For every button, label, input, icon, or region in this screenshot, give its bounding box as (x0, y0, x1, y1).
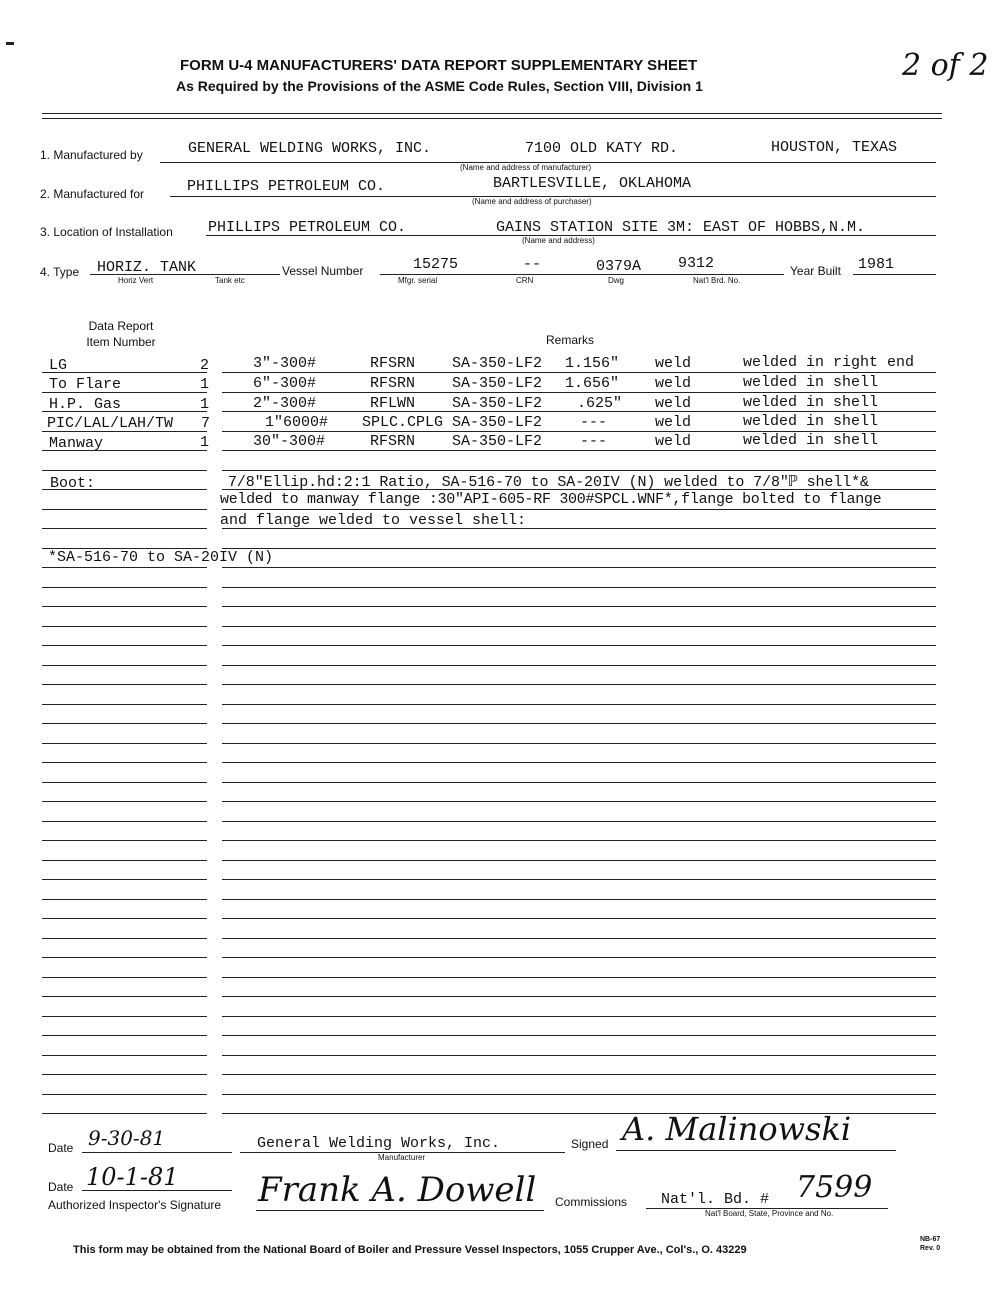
row-location: welded in shell (743, 374, 879, 391)
ruled-line-left (42, 1074, 207, 1075)
mfgr-serial-caption: Mfgr. serial (398, 276, 438, 285)
ruled-line-left (42, 782, 207, 783)
ruled-line-left (42, 684, 207, 685)
ruled-line-left (42, 1113, 207, 1114)
boot-line-3: and flange welded to vessel shell: (220, 512, 527, 529)
ruled-line-right (222, 821, 936, 822)
ruled-line-right (222, 840, 936, 841)
ruled-line-right (222, 977, 936, 978)
row-thickness: --- (580, 433, 608, 450)
row-size: 2"-300# (253, 395, 317, 412)
row-size: 1"6000# (265, 414, 329, 431)
ruled-line-left (42, 762, 207, 763)
commissions-label: Commissions (555, 1195, 628, 1209)
commissions-value: Nat'l. Bd. # (661, 1191, 770, 1208)
ruled-line-right (222, 957, 936, 958)
ruled-line-right (222, 606, 936, 607)
manufactured-for-address: BARTLESVILLE, OKLAHOMA (493, 175, 692, 192)
ruled-line-right (222, 860, 936, 861)
form-rev: Rev. 0 (920, 1245, 941, 1252)
vessel-number-underline (380, 274, 784, 275)
ruled-line-right (222, 743, 936, 744)
item-number-header: Data Report Item Number (86, 319, 156, 349)
location-label: 3. Location of Installation (40, 225, 173, 239)
ruled-line-right (222, 782, 936, 783)
manufactured-by-label: 1. Manufactured by (40, 148, 143, 162)
ruled-line-left (42, 1094, 207, 1095)
ruled-line-right (222, 1094, 936, 1095)
inspector-signature: Frank A. Dowell (258, 1170, 537, 1210)
row-size: 6"-300# (253, 375, 317, 392)
row-item: To Flare (49, 376, 122, 393)
ruled-line-right (222, 899, 936, 900)
dwg-value: 0379A (596, 258, 642, 275)
ruled-line-left (42, 801, 207, 802)
page-mark: 2 of 2 (902, 48, 989, 83)
row-material: SA-350-LF2 (452, 395, 543, 412)
natl-brd-no-caption: Nat'l Brd. No. (693, 276, 741, 285)
row-qty: 7 (201, 415, 211, 432)
row-type: RFLWN (370, 395, 416, 412)
ruled-line-left (42, 957, 207, 958)
header-rule-top (42, 113, 942, 114)
commissions-number: 7599 (796, 1170, 873, 1205)
ruled-line-left (42, 587, 207, 588)
mfgr-serial: 15275 (413, 256, 459, 273)
ruled-line-right (222, 879, 936, 880)
row-weld: weld (655, 414, 692, 431)
row-thickness: 1.656" (565, 375, 620, 392)
year-built-label: Year Built (790, 264, 841, 278)
ruled-line-right (222, 450, 936, 451)
type-label: 4. Type (40, 265, 80, 279)
row-material: SA-350-LF2 (452, 355, 543, 372)
location-name: PHILLIPS PETROLEUM CO. (208, 219, 407, 236)
vessel-number-label: Vessel Number (282, 264, 364, 278)
row-thickness: --- (580, 414, 608, 431)
ruled-line-left (42, 470, 207, 471)
natl-brd-no: 9312 (678, 255, 715, 272)
ruled-line-right (222, 918, 936, 919)
manufacturer-caption: Manufacturer (378, 1153, 426, 1162)
row-material: SA-350-LF2 (452, 433, 543, 450)
ruled-line-left (42, 665, 207, 666)
row-weld: weld (655, 433, 692, 450)
row-item: PIC/LAL/LAH/TW (47, 415, 174, 432)
row-item: H.P. Gas (49, 396, 122, 413)
inspector-underline (256, 1210, 544, 1211)
ruled-line-left (42, 528, 207, 529)
ruled-line-right (222, 645, 936, 646)
row-type: RFSRN (370, 433, 416, 450)
ruled-line-right (222, 372, 936, 373)
ruled-line-left (42, 899, 207, 900)
ruled-line-right (222, 587, 936, 588)
commissions-caption: Nat'l Board, State, Province and No. (705, 1209, 834, 1218)
row-size: 30"-300# (253, 433, 326, 450)
ruled-line-right (222, 548, 936, 549)
ruled-line-left (42, 567, 207, 568)
ruled-line-right (222, 684, 936, 685)
row-location: welded in shell (743, 413, 879, 430)
row-location: welded in shell (743, 432, 879, 449)
manufacturer-name: General Welding Works, Inc. (257, 1135, 501, 1152)
ruled-line-right (222, 1016, 936, 1017)
row-qty: 1 (200, 396, 210, 413)
form-code: NB-67 (920, 1236, 941, 1243)
ruled-line-left (42, 860, 207, 861)
ruled-line-left (42, 1016, 207, 1017)
ruled-line-left (42, 1055, 207, 1056)
manufactured-for-caption: (Name and address of purchaser) (472, 197, 592, 206)
signed-underline (616, 1150, 896, 1151)
row-weld: weld (655, 395, 692, 412)
row-qty: 2 (200, 357, 210, 374)
ruled-line-left (42, 840, 207, 841)
manufactured-by-caption: (Name and address of manufacturer) (460, 163, 592, 172)
row-location: welded in right end (743, 354, 915, 371)
ruled-line-left (42, 879, 207, 880)
row-size: 3"-300# (253, 355, 317, 372)
row-weld: weld (655, 375, 692, 392)
ruled-line-left (42, 704, 207, 705)
ruled-line-left (42, 938, 207, 939)
signed-by-signature: A. Malinowski (622, 1110, 852, 1148)
boot-line-1: 7/8"Ellip.hd:2:1 Ratio, SA-516-70 to SA-20IV (N) welded to 7/8"ℙ shell*& (228, 474, 869, 491)
row-qty: 1 (200, 434, 210, 451)
location-caption: (Name and address) (522, 236, 595, 245)
boot-line-2: welded to manway flange :30"API-605-RF 300#SPCL.WNF*,flange bolted to flange (220, 491, 882, 508)
date-label: Date (48, 1141, 74, 1155)
ruled-line-right (222, 1055, 936, 1056)
row-type: RFSRN (370, 375, 416, 392)
ruled-line-right (222, 665, 936, 666)
boot-footnote: *SA-516-70 to SA-20IV (N) (48, 549, 274, 566)
ruled-line-right (222, 1035, 936, 1036)
ruled-line-left (42, 977, 207, 978)
footer-text: This form may be obtained from the National Board of Boiler and Pressure Vessel Inspectors, 1055 Crupper Ave., Col's., O. 43229 (73, 1244, 747, 1256)
ruled-line-left (42, 626, 207, 627)
manufactured-for-label: 2. Manufactured for (40, 187, 145, 201)
boot-label: Boot: (50, 475, 96, 492)
row-type: SPLC.CPLG (362, 414, 444, 431)
ruled-line-left (42, 606, 207, 607)
remarks-header: Remarks (546, 333, 595, 347)
location-address: GAINS STATION SITE 3M: EAST OF HOBBS,N.M. (496, 219, 866, 236)
ruled-line-right (222, 996, 936, 997)
ruled-line-right (222, 470, 936, 471)
ruled-line-left (42, 743, 207, 744)
row-material: SA-350-LF2 (452, 375, 543, 392)
ruled-line-right (222, 567, 936, 568)
signed-label: Signed (571, 1137, 609, 1151)
ruled-line-right (222, 392, 936, 393)
manufactured-for-name: PHILLIPS PETROLEUM CO. (187, 178, 386, 195)
row-thickness: .625" (577, 395, 623, 412)
row-material: SA-350-LF2 (452, 414, 543, 431)
dwg-caption: Dwg (608, 276, 625, 285)
date-underline (82, 1152, 232, 1153)
crn-value: -- (523, 256, 542, 273)
type-caption-horiz: Horiz Vert (118, 276, 154, 285)
ruled-line-left (42, 509, 207, 510)
row-thickness: 1.156" (565, 355, 620, 372)
scan-mark (6, 42, 14, 45)
date-1-value: 9-30-81 (88, 1126, 166, 1150)
row-item: Manway (49, 435, 104, 452)
form-title: FORM U-4 MANUFACTURERS' DATA REPORT SUPPLEMENTARY SHEET (180, 57, 698, 74)
row-weld: weld (655, 355, 692, 372)
ruled-line-right (222, 723, 936, 724)
manufactured-by-name: GENERAL WELDING WORKS, INC. (188, 140, 432, 157)
type-value: HORIZ. TANK (97, 259, 197, 276)
ruled-line-right (222, 938, 936, 939)
form-subtitle: As Required by the Provisions of the ASME Code Rules, Section VIII, Division 1 (176, 78, 703, 94)
row-location: welded in shell (743, 394, 879, 411)
ruled-line-left (42, 821, 207, 822)
ruled-line-right (222, 704, 936, 705)
year-built-value: 1981 (858, 256, 895, 273)
ruled-line-right (222, 801, 936, 802)
manufactured-by-city: HOUSTON, TEXAS (771, 139, 898, 156)
ruled-line-right (222, 1074, 936, 1075)
date-2-value: 10-1-81 (86, 1163, 179, 1191)
ruled-line-left (42, 996, 207, 997)
crn-caption: CRN (516, 276, 534, 285)
ruled-line-right (222, 762, 936, 763)
ruled-line-left (42, 723, 207, 724)
type-caption-tank: Tank etc (215, 276, 245, 285)
date-2-label: Date (48, 1180, 74, 1194)
year-built-underline (853, 274, 936, 275)
row-qty: 1 (200, 376, 210, 393)
ruled-line-left (42, 918, 207, 919)
row-item: LG (49, 357, 68, 374)
ruled-line-right (222, 509, 936, 510)
ruled-line-right (222, 626, 936, 627)
ruled-line-left (42, 645, 207, 646)
row-type: RFSRN (370, 355, 416, 372)
ruled-line-left (42, 1035, 207, 1036)
inspector-label: Authorized Inspector's Signature (48, 1198, 222, 1212)
header-rule-bottom (42, 118, 942, 119)
manufactured-by-address: 7100 OLD KATY RD. (525, 140, 679, 157)
